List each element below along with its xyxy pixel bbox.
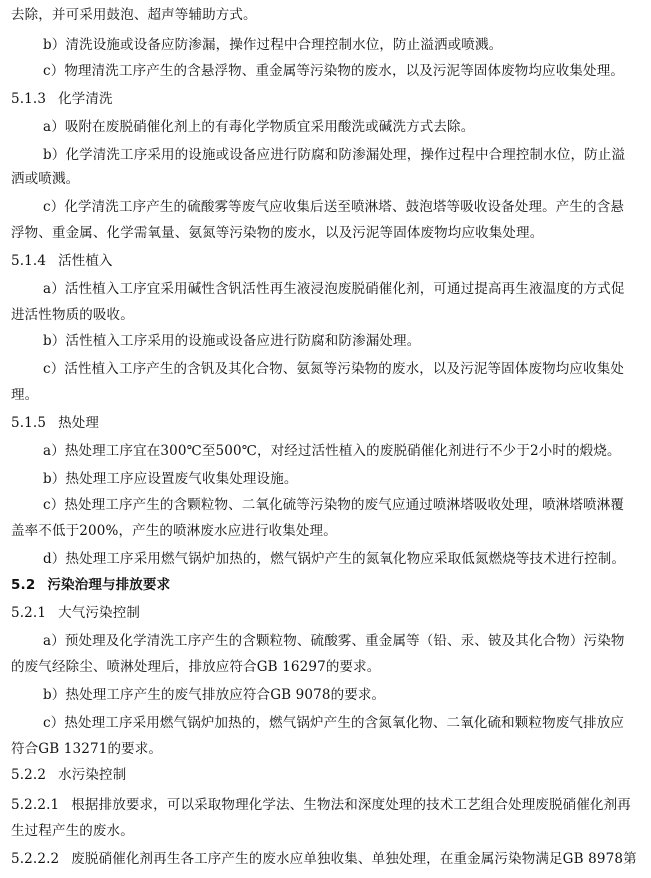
section-number: 5.2.2 xyxy=(11,767,47,783)
line-text: a）热处理工序宜在300℃至500℃，对经过活性植入的废脱硝催化剂进行不少于2小时的煅烧。 xyxy=(43,443,621,459)
body-text-line xyxy=(11,306,134,324)
body-text-line xyxy=(43,146,625,164)
line-text: 进活性物质的吸收。 xyxy=(11,307,134,323)
line-text: a）预处理及化学清洗工序产生的含颗粒物、硫酸雾、重金属等（铅、汞、铍及其化合物）污染物 xyxy=(43,633,625,649)
line-text: d）热处理工序采用燃气锅炉加热的，燃气锅炉产生的氮氧化物应采取低氮燃烧等技术进行控制。 xyxy=(43,551,626,567)
line-text: b）清洗设施或设备应防渗漏，操作过程中合理控制水位，防止溢洒或喷溅。 xyxy=(43,37,503,53)
section-heading-line xyxy=(11,850,637,868)
body-text-line xyxy=(43,280,625,298)
line-text: c）热处理工序产生的含颗粒物、二氧化硫等污染物的废气应通过喷淋塔吸收处理，喷淋塔喷淋覆 xyxy=(43,497,625,513)
line-text: 理。 xyxy=(11,387,39,403)
section-number: 5.2.2.1 xyxy=(11,797,60,813)
line-text: 废脱硝催化剂再生各工序产生的废水应单独收集、单独处理，在重金属污染物满足GB 8978第 xyxy=(71,851,637,867)
body-text-line xyxy=(43,118,474,136)
line-text: 水污染控制 xyxy=(58,767,127,783)
line-text: 化学清洗 xyxy=(58,91,113,107)
body-text-line xyxy=(43,686,385,704)
section-heading-line xyxy=(11,796,631,814)
line-text: 的废气经除尘、喷淋处理后，排放应符合GB 16297的要求。 xyxy=(11,659,381,675)
section-number: 5.2.1 xyxy=(11,605,47,621)
section-heading-line xyxy=(11,604,140,622)
body-text-line xyxy=(43,198,624,216)
line-text: 活性植入 xyxy=(58,253,113,269)
body-text-line xyxy=(11,224,543,242)
body-text-line xyxy=(11,740,162,758)
body-text-line xyxy=(43,632,625,650)
body-text-line xyxy=(43,470,298,488)
body-text-line xyxy=(43,62,624,80)
line-text: 热处理 xyxy=(58,415,100,431)
body-text-line xyxy=(43,442,621,460)
body-text-line xyxy=(11,522,337,540)
body-text-line xyxy=(43,332,420,350)
body-text-line xyxy=(43,714,624,732)
line-text: 污染治理与排放要求 xyxy=(47,577,171,593)
section-number: 5.2.2.2 xyxy=(11,851,60,867)
line-text: 盖率不低于200%，产生的喷淋废水应进行收集处理。 xyxy=(11,523,337,539)
section-heading-line xyxy=(11,252,113,270)
section-heading-line xyxy=(11,414,99,432)
section-heading-line xyxy=(11,576,170,594)
line-text: a）活性植入工序宜采用碱性含钒活性再生液浸泡废脱硝催化剂，可通过提高再生液温度的方式促 xyxy=(43,281,625,297)
line-text: 根据排放要求，可以采取物理化学法、生物法和深度处理的技术工艺组合处理废脱硝催化剂再 xyxy=(71,797,631,813)
line-text: 大气污染控制 xyxy=(58,605,141,621)
body-text-line xyxy=(43,36,502,54)
line-text: b）活性植入工序采用的设施或设备应进行防腐和防渗漏处理。 xyxy=(43,333,421,349)
line-text: c）物理清洗工序产生的含悬浮物、重金属等污染物的废水，以及污泥等固体废物均应收集处理。 xyxy=(43,63,625,79)
body-text-line xyxy=(43,496,624,514)
line-text: 生过程产生的废水。 xyxy=(11,823,134,839)
section-heading-line xyxy=(11,766,126,784)
section-number: 5.2 xyxy=(11,577,36,593)
body-text-line xyxy=(11,386,38,404)
body-text-line xyxy=(11,6,257,24)
body-text-line xyxy=(43,550,625,568)
line-text: c）活性植入工序产生的含钒及其化合物、氨氮等污染物的废水，以及污泥等固体废物均应收集处 xyxy=(43,361,625,377)
section-number: 5.1.3 xyxy=(11,91,47,107)
line-text: 去除，并可采用鼓泡、超声等辅助方式。 xyxy=(11,7,257,23)
line-text: b）化学清洗工序采用的设施或设备应进行防腐和防渗漏处理，操作过程中合理控制水位，防止溢 xyxy=(43,147,626,163)
body-text-line xyxy=(43,360,624,378)
line-text: a）吸附在废脱硝催化剂上的有毒化学物质宜采用酸洗或碱洗方式去除。 xyxy=(43,119,475,135)
line-text: b）热处理工序应设置废气收集处理设施。 xyxy=(43,471,298,487)
section-heading-line xyxy=(11,90,113,108)
section-number: 5.1.4 xyxy=(11,253,47,269)
body-text-line xyxy=(11,170,79,188)
line-text: 浮物、重金属、化学需氧量、氨氮等污染物的废水，以及污泥等固体废物均应收集处理。 xyxy=(11,225,544,241)
body-text-line xyxy=(11,658,380,676)
line-text: c）热处理工序采用燃气锅炉加热的，燃气锅炉产生的含氮氧化物、二氧化硫和颗粒物废气排放应 xyxy=(43,715,625,731)
line-text: 洒或喷溅。 xyxy=(11,171,80,187)
body-text-line xyxy=(11,822,134,840)
line-text: 符合GB 13271的要求。 xyxy=(11,741,163,757)
line-text: b）热处理工序产生的废气排放应符合GB 9078的要求。 xyxy=(43,687,386,703)
line-text: c）化学清洗工序产生的硫酸雾等废气应收集后送至喷淋塔、鼓泡塔等吸收设备处理。产生的含悬 xyxy=(43,199,625,215)
section-number: 5.1.5 xyxy=(11,415,47,431)
